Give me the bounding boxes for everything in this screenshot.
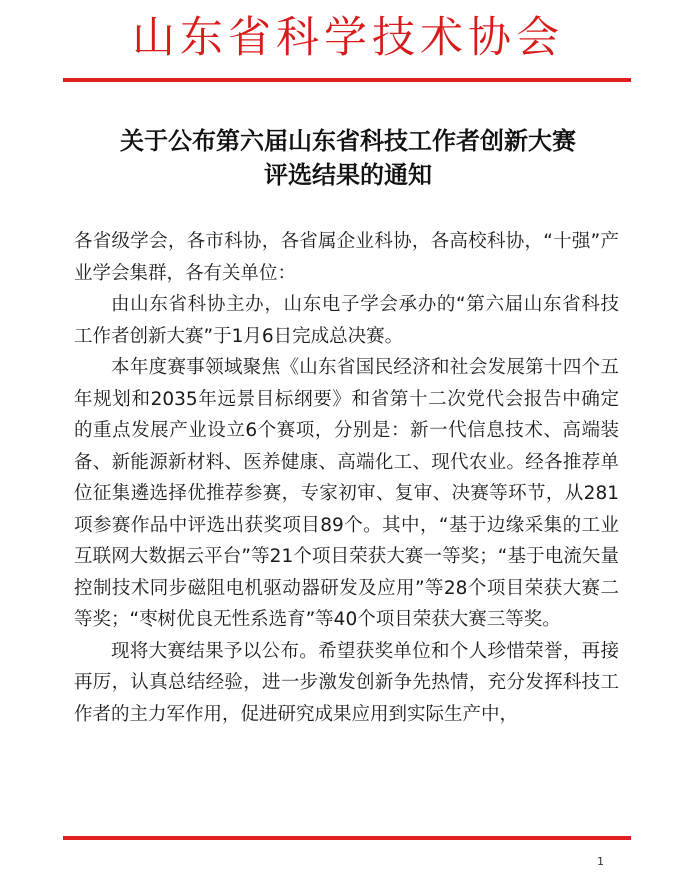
body-paragraph-1: 由山东省科协主办，山东电子学会承办的“第六届山东省科技工作者创新大赛”于1月6日完成总决赛。 xyxy=(74,294,619,347)
body-paragraph-2: 本年度赛事领域聚焦《山东省国民经济和社会发展第十四个五年规划和2035年远景目标纲要》和省第十二次党代会报告中确定的重点发展产业设立6个赛项，分别是：新一代信息技术、高端装备、新能源新材料、医养健康、高端化工、现代农业。经各推荐单位征集遴选择优推荐参赛，专家初审、复审、决赛等环节，从281项参赛作品中评选出获奖项目89个。其中，“基于边缘采集的工业互联网大数据云平台”等21个项目荣获大赛一等奖；“基于电流矢量控制技术同步磁阻电机驱动器研发及应用”等28个项目荣获大赛二等奖；“枣树优良无性系选育”等40个项目荣获大赛三等奖。 xyxy=(74,357,619,630)
document-title-line-2: 评选结果的通知 xyxy=(264,160,432,189)
body-paragraph-3: 现将大赛结果予以公布。希望获奖单位和个人珍惜荣誉，再接再厉，认真总结经验，进一步激发创新争先热情，充分发挥科技工作者的主力军作用，促进研究成果应用到实际生产中， xyxy=(74,640,619,725)
document-title xyxy=(0,124,696,192)
salutation: 各省级学会，各市科协，各省属企业科协，各高校科协，“十强”产业学会集群，各有关单位： xyxy=(74,231,619,284)
document-title-line-1: 关于公布第六届山东省科技工作者创新大赛 xyxy=(120,126,576,155)
letterhead-red-rule xyxy=(63,78,631,82)
document-body xyxy=(74,226,619,730)
page-number: 1 xyxy=(597,855,604,868)
footer-red-rule xyxy=(63,836,631,840)
letterhead-org-name: 山东省科学技术协会 xyxy=(132,13,564,63)
